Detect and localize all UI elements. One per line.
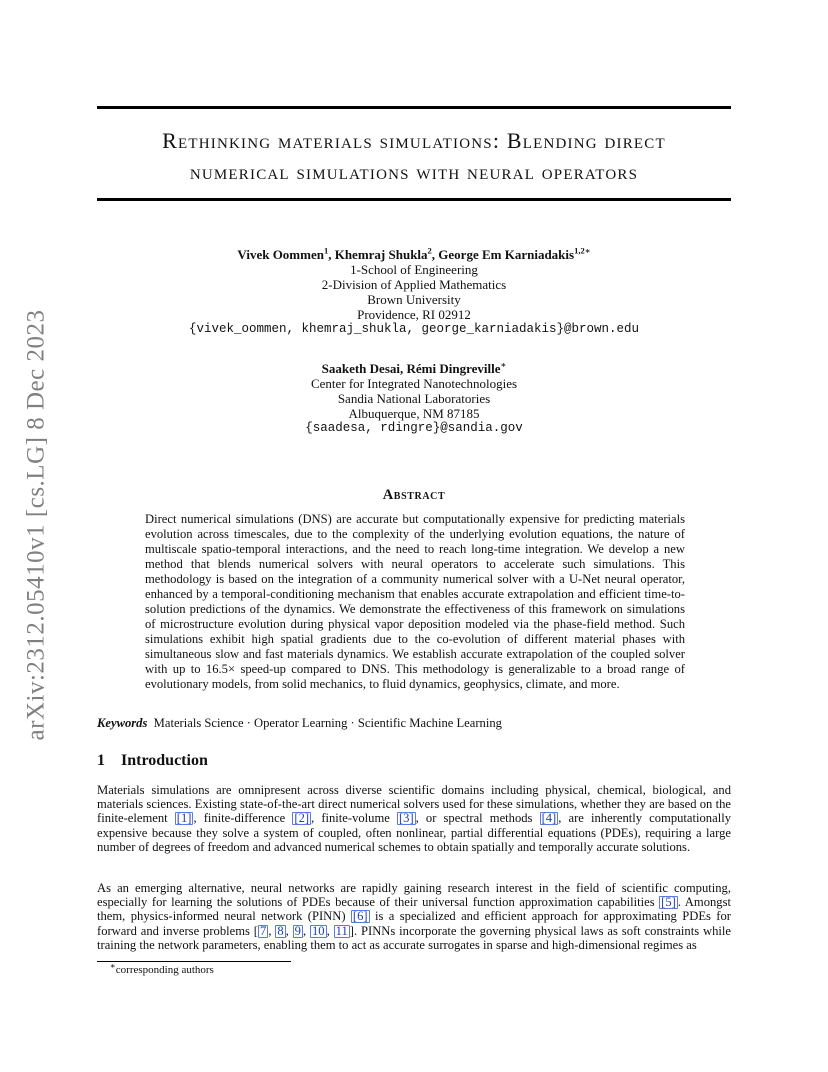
section-title: Introduction: [121, 752, 208, 769]
affiliation-line: 2-Division of Applied Mathematics: [321, 277, 507, 292]
section-heading: [97, 752, 208, 770]
separator: ,: [268, 923, 276, 938]
text-run: , finite-volume: [311, 811, 397, 826]
author-block-1: [97, 247, 731, 337]
title-rule-bottom: [97, 198, 731, 201]
author-emails-2: {saadesa, rdingre}@sandia.gov: [305, 421, 523, 435]
text-run: , are inherently computationally expensive because they solve a system of coupled, often nonlinear, partial differential equations (PDEs), requiring a large number of degrees of freedom and advanced numerical schemes to obtain spatially and temporally accurate solutions.: [97, 811, 731, 854]
text-run: Materials simulations are omnipresent across diverse scientific domains including physical, chemical, biological, and materials sciences. Existing state-of-the-art direct numerical solvers used for these simulations, whether they are based on the finite-element: [97, 783, 731, 826]
citation-link[interactable]: 9: [294, 923, 301, 938]
affiliation-mark: ∗: [500, 359, 507, 370]
author-name: George Em Karniadakis: [438, 247, 575, 262]
citation-link[interactable]: [5]: [661, 895, 676, 910]
footnote: [110, 960, 214, 976]
text-run: , or spectral methods: [415, 811, 540, 826]
paper-title-line-2: numerical simulations with neural operators: [189, 159, 639, 184]
abstract-text: Direct numerical simulations (DNS) are accurate but computationally expensive for predicting materials evolution across timescales, due to the complexity of the underlying evolution equations, the nature of multiscale spatio-temporal interactions, and the need to reach long-time integration. We develop a new method that blends numerical solvers with neural operators to accelerate such simulations. This methodology is based on the integration of a community numerical solver with a U-Net neural operator, enhanced by a temporal-conditioning mechanism that enables accurate extrapolation and efficient time-to-solution predictions of the dynamics. We demonstrate the effectiveness of this framework on simulations of microstructure evolution during physical vapor deposition modeled via the phase-field method. Such simulations exhibit high spatial gradients due to the co-evolution of different material phases with simultaneous slow and fast materials dynamics. We establish accurate extrapolation of the coupled solver with up to 16.5× speed-up compared to DNS. This methodology is generalizable to a broad range of evolutionary models, from solid mechanics, to fluid dynamics, geophysics, climate, and more.: [145, 512, 685, 691]
affiliation-line: Albuquerque, NM 87185: [348, 406, 480, 421]
citation-link[interactable]: 10: [312, 923, 325, 938]
title-rule-top: [97, 106, 731, 109]
author-names-2: [97, 361, 731, 376]
citation-link[interactable]: [2]: [294, 811, 310, 826]
affiliation-line: Center for Integrated Nanotechnologies: [310, 376, 518, 391]
affiliation-line: Brown University: [367, 292, 461, 307]
affiliation-line: Sandia National Laboratories: [337, 391, 491, 406]
paper-title-line-1: Rethinking materials simulations: Blending direct: [162, 128, 666, 153]
affiliation-line: Providence, RI 02912: [357, 307, 471, 322]
introduction-paragraph-1: [97, 783, 731, 854]
separator: ,: [328, 247, 335, 262]
abstract-heading: Abstract: [382, 487, 446, 503]
separator: ,: [431, 247, 439, 262]
footnote-mark: ∗: [110, 960, 116, 971]
text-run: ]. PINNs incorporate the governing physical laws as soft constraints while training the network parameters, enabling them to act as accurate surrogates in sparse and high-dimensional regimes as: [97, 923, 731, 952]
text-run: , finite-difference: [193, 811, 293, 826]
text-run: is a specialized and efficient approach for approximating PDEs for forward and inverse problems [: [97, 909, 731, 938]
author-name: Vivek Oommen: [237, 247, 324, 262]
footnote-text: corresponding authors: [115, 964, 214, 976]
author-emails-1: {vivek_oommen, khemraj_shukla, george_karniadakis}@brown.edu: [188, 322, 640, 336]
affiliation-mark: 2: [427, 245, 432, 256]
author-names-1: [97, 247, 731, 262]
introduction-paragraph-2: [97, 881, 731, 952]
keywords-label: Keywords: [97, 716, 148, 730]
author-block-2: [97, 361, 731, 436]
separator: ,: [285, 923, 293, 938]
keywords-list: Materials Science · Operator Learning · Scientific Machine Learning: [153, 716, 502, 730]
text-run: . Amongst them, physics-informed neural network (PINN): [97, 895, 731, 924]
citation-link[interactable]: 11: [335, 923, 348, 938]
author-name: Saaketh Desai, Rémi Dingreville: [321, 361, 501, 376]
separator: ,: [302, 923, 310, 938]
footnote-rule: [97, 961, 291, 962]
section-number: 1: [97, 752, 105, 769]
affiliation-line: 1-School of Engineering: [350, 262, 478, 277]
affiliation-mark: 1: [323, 245, 329, 256]
author-name: Khemraj Shukla: [334, 247, 428, 262]
citation-link[interactable]: 8: [277, 923, 284, 938]
separator: ,: [326, 923, 334, 938]
affiliation-mark: 1,2∗: [574, 245, 591, 256]
citation-link[interactable]: [1]: [176, 811, 192, 826]
text-run: As an emerging alternative, neural networks are rapidly gaining research interest in the field of scientific computing, especially for learning the solutions of PDEs because of their universal function approximation capabilities: [97, 881, 731, 910]
arxiv-identifier: arXiv:2312.05410v1 [cs.LG] 8 Dec 2023: [22, 309, 50, 741]
arxiv-sidebar: [14, 290, 58, 760]
citation-link[interactable]: [3]: [398, 811, 414, 826]
keywords-line: [97, 716, 731, 731]
citation-link[interactable]: 7: [260, 923, 267, 938]
citation-link[interactable]: [6]: [352, 909, 368, 924]
citation-link[interactable]: [4]: [541, 811, 557, 826]
